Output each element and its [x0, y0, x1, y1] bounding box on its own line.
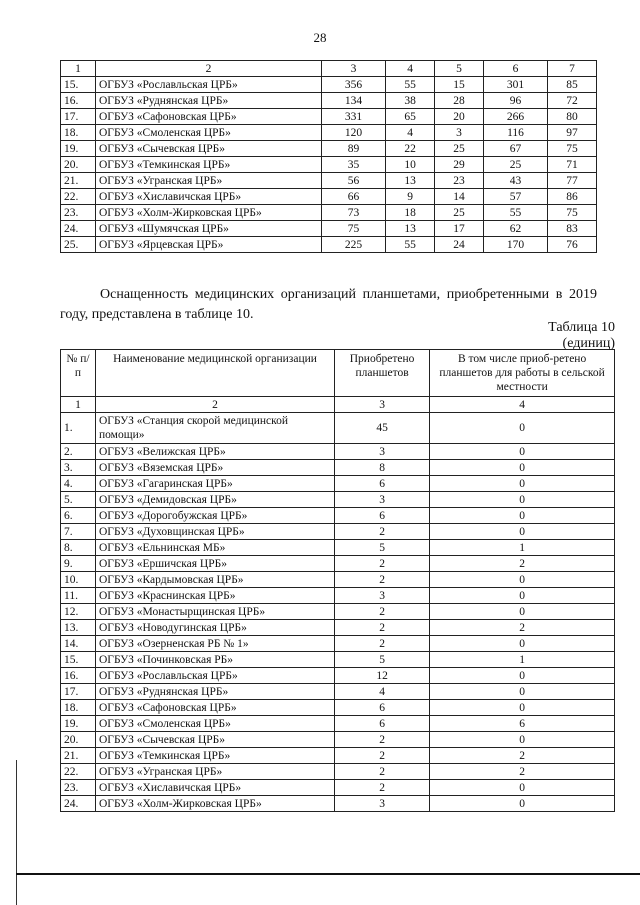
organization-name: ОГБУЗ «Сафоновская ЦРБ»	[96, 109, 322, 125]
tablets-purchased: 45	[335, 413, 430, 444]
table-row	[61, 684, 615, 700]
table-header-row	[61, 350, 615, 397]
organization-name: ОГБУЗ «Темкинская ЦРБ»	[96, 748, 335, 764]
tablets-purchased: 3	[335, 444, 430, 460]
table-row	[61, 620, 615, 636]
table-cell: 9	[386, 189, 435, 205]
scan-margin-line	[16, 760, 17, 905]
table-cell: 86	[548, 189, 597, 205]
organization-name: ОГБУЗ «Гагаринская ЦРБ»	[96, 476, 335, 492]
table-cell: 67	[483, 141, 547, 157]
table-cell: 25	[483, 157, 547, 173]
table-cell: 57	[483, 189, 547, 205]
table-row	[61, 109, 597, 125]
table-row	[61, 189, 597, 205]
table-cell: 23	[435, 173, 484, 189]
table-units: (единиц)	[562, 336, 615, 351]
organization-name: ОГБУЗ «Хиславичская ЦРБ»	[96, 780, 335, 796]
column-number: 4	[386, 61, 435, 77]
table-cell: 18	[386, 205, 435, 221]
tablets-purchased: 2	[335, 556, 430, 572]
table-row	[61, 93, 597, 109]
tablets-purchased: 6	[335, 716, 430, 732]
table-row	[61, 716, 615, 732]
table-cell: 28	[435, 93, 484, 109]
tablets-rural: 0	[430, 684, 615, 700]
organization-name: ОГБУЗ «Рославльская ЦРБ»	[96, 668, 335, 684]
row-number: 1.	[61, 413, 96, 444]
table-cell: 62	[483, 221, 547, 237]
row-number: 12.	[61, 604, 96, 620]
table-cell: 85	[548, 77, 597, 93]
organization-name: ОГБУЗ «Сычевская ЦРБ»	[96, 141, 322, 157]
table-cell: 15	[435, 77, 484, 93]
table-cell: 266	[483, 109, 547, 125]
table-row	[61, 556, 615, 572]
table-row	[61, 700, 615, 716]
row-number: 13.	[61, 620, 96, 636]
organization-name: ОГБУЗ «Холм-Жирковская ЦРБ»	[96, 796, 335, 812]
table-cell: 331	[322, 109, 386, 125]
table-cell: 13	[386, 173, 435, 189]
organization-name: ОГБУЗ «Кардымовская ЦРБ»	[96, 572, 335, 588]
table-cell: 89	[322, 141, 386, 157]
table-row	[61, 444, 615, 460]
tablets-purchased: 5	[335, 540, 430, 556]
row-number: 21.	[61, 748, 96, 764]
row-number: 24.	[61, 221, 96, 237]
column-header: Наименование медицинской организации	[96, 350, 335, 397]
table-row	[61, 588, 615, 604]
table-caption: Таблица 10	[548, 320, 615, 335]
column-number-row	[61, 397, 615, 413]
row-number: 15.	[61, 652, 96, 668]
table-cell: 22	[386, 141, 435, 157]
column-number: 1	[61, 61, 96, 77]
tablets-purchased: 8	[335, 460, 430, 476]
table-cell: 71	[548, 157, 597, 173]
table-cell: 25	[435, 205, 484, 221]
table-cell: 10	[386, 157, 435, 173]
table-row	[61, 652, 615, 668]
table-cell: 75	[548, 205, 597, 221]
column-number: 3	[335, 397, 430, 413]
row-number: 19.	[61, 716, 96, 732]
organization-name: ОГБУЗ «Вяземская ЦРБ»	[96, 460, 335, 476]
tablets-rural: 0	[430, 572, 615, 588]
tablets-purchased: 3	[335, 796, 430, 812]
row-number: 23.	[61, 780, 96, 796]
organization-name: ОГБУЗ «Угранская ЦРБ»	[96, 173, 322, 189]
row-number: 7.	[61, 524, 96, 540]
table-row	[61, 540, 615, 556]
table-header-row	[61, 61, 597, 77]
table-cell: 66	[322, 189, 386, 205]
table-caption-block	[60, 320, 615, 352]
table-row	[61, 125, 597, 141]
organization-name: ОГБУЗ «Ершичская ЦРБ»	[96, 556, 335, 572]
row-number: 9.	[61, 556, 96, 572]
table-cell: 356	[322, 77, 386, 93]
table-cell: 76	[548, 237, 597, 253]
tablets-rural: 0	[430, 444, 615, 460]
table-cell: 75	[322, 221, 386, 237]
table-cell: 25	[435, 141, 484, 157]
table-row	[61, 604, 615, 620]
table-cell: 43	[483, 173, 547, 189]
row-number: 4.	[61, 476, 96, 492]
table-cell: 134	[322, 93, 386, 109]
table-row	[61, 732, 615, 748]
table-cell: 65	[386, 109, 435, 125]
row-number: 2.	[61, 444, 96, 460]
organization-name: ОГБУЗ «Холм-Жирковская ЦРБ»	[96, 205, 322, 221]
row-number: 14.	[61, 636, 96, 652]
table-cell: 96	[483, 93, 547, 109]
table-cell: 4	[386, 125, 435, 141]
organization-name: ОГБУЗ «Шумячская ЦРБ»	[96, 221, 322, 237]
tablets-rural: 0	[430, 524, 615, 540]
organization-name: ОГБУЗ «Смоленская ЦРБ»	[96, 716, 335, 732]
table-row	[61, 173, 597, 189]
row-number: 16.	[61, 93, 96, 109]
tablets-rural: 0	[430, 732, 615, 748]
tablets-rural: 0	[430, 796, 615, 812]
table-row	[61, 508, 615, 524]
organization-name: ОГБУЗ «Демидовская ЦРБ»	[96, 492, 335, 508]
table-row	[61, 205, 597, 221]
tablets-purchased: 2	[335, 572, 430, 588]
organization-name: ОГБУЗ «Хиславичская ЦРБ»	[96, 189, 322, 205]
row-number: 16.	[61, 668, 96, 684]
table-cell: 75	[548, 141, 597, 157]
tablets-purchased: 5	[335, 652, 430, 668]
row-number: 5.	[61, 492, 96, 508]
tablets-rural: 0	[430, 780, 615, 796]
row-number: 22.	[61, 764, 96, 780]
tablets-purchased: 6	[335, 476, 430, 492]
table-row	[61, 668, 615, 684]
column-number: 4	[430, 397, 615, 413]
row-number: 3.	[61, 460, 96, 476]
table-row	[61, 796, 615, 812]
organization-name: ОГБУЗ «Сафоновская ЦРБ»	[96, 700, 335, 716]
table-row	[61, 476, 615, 492]
scan-bottom-line	[16, 873, 640, 875]
row-number: 24.	[61, 796, 96, 812]
row-number: 21.	[61, 173, 96, 189]
tablets-rural: 0	[430, 668, 615, 684]
row-number: 17.	[61, 109, 96, 125]
organization-name: ОГБУЗ «Починковская РБ»	[96, 652, 335, 668]
tablets-rural: 6	[430, 716, 615, 732]
table-cell: 97	[548, 125, 597, 141]
table-continued	[60, 60, 597, 253]
tablets-purchased: 2	[335, 604, 430, 620]
table-cell: 120	[322, 125, 386, 141]
tablets-rural: 2	[430, 764, 615, 780]
table-row	[61, 221, 597, 237]
organization-name: ОГБУЗ «Монастырщинская ЦРБ»	[96, 604, 335, 620]
tablets-purchased: 2	[335, 636, 430, 652]
column-number: 1	[61, 397, 96, 413]
tablets-purchased: 3	[335, 588, 430, 604]
organization-name: ОГБУЗ «Велижская ЦРБ»	[96, 444, 335, 460]
column-number: 2	[96, 397, 335, 413]
tablets-rural: 2	[430, 748, 615, 764]
table-cell: 73	[322, 205, 386, 221]
intro-paragraph: Оснащенность медицинских организаций планшетами, приобретенными в 2019 году, представлена в таблице 10.	[60, 287, 597, 322]
table-row	[61, 237, 597, 253]
organization-name: ОГБУЗ «Духовщинская ЦРБ»	[96, 524, 335, 540]
table-row	[61, 764, 615, 780]
table-cell: 29	[435, 157, 484, 173]
table-cell: 80	[548, 109, 597, 125]
table-cell: 20	[435, 109, 484, 125]
table-cell: 72	[548, 93, 597, 109]
row-number: 22.	[61, 189, 96, 205]
tablets-purchased: 4	[335, 684, 430, 700]
column-header: В том числе приоб-ретено планшетов для работы в сельской местности	[430, 350, 615, 397]
organization-name: ОГБУЗ «Руднянская ЦРБ»	[96, 93, 322, 109]
row-number: 17.	[61, 684, 96, 700]
row-number: 10.	[61, 572, 96, 588]
row-number: 20.	[61, 732, 96, 748]
tablets-purchased: 3	[335, 492, 430, 508]
row-number: 19.	[61, 141, 96, 157]
table-row	[61, 157, 597, 173]
column-number: 3	[322, 61, 386, 77]
organization-name: ОГБУЗ «Ельнинская МБ»	[96, 540, 335, 556]
row-number: 6.	[61, 508, 96, 524]
row-number: 15.	[61, 77, 96, 93]
organization-name: ОГБУЗ «Ярцевская ЦРБ»	[96, 237, 322, 253]
table-cell: 38	[386, 93, 435, 109]
row-number: 18.	[61, 125, 96, 141]
tablets-rural: 2	[430, 620, 615, 636]
table-row	[61, 141, 597, 157]
organization-name: ОГБУЗ «Сычевская ЦРБ»	[96, 732, 335, 748]
organization-name: ОГБУЗ «Новодугинская ЦРБ»	[96, 620, 335, 636]
table-row	[61, 460, 615, 476]
column-header: Приобретено планшетов	[335, 350, 430, 397]
tablets-rural: 1	[430, 540, 615, 556]
tablets-rural: 0	[430, 413, 615, 444]
table-cell: 14	[435, 189, 484, 205]
table-10	[60, 349, 615, 812]
organization-name: ОГБУЗ «Дорогобужская ЦРБ»	[96, 508, 335, 524]
table-cell: 225	[322, 237, 386, 253]
column-header: № п/п	[61, 350, 96, 397]
tablets-rural: 2	[430, 556, 615, 572]
table-cell: 56	[322, 173, 386, 189]
table-row	[61, 572, 615, 588]
table-row	[61, 748, 615, 764]
row-number: 11.	[61, 588, 96, 604]
tablets-rural: 0	[430, 636, 615, 652]
table-cell: 116	[483, 125, 547, 141]
row-number: 25.	[61, 237, 96, 253]
row-number: 8.	[61, 540, 96, 556]
table-cell: 55	[483, 205, 547, 221]
table-cell: 13	[386, 221, 435, 237]
tablets-purchased: 12	[335, 668, 430, 684]
tablets-rural: 0	[430, 700, 615, 716]
organization-name: ОГБУЗ «Смоленская ЦРБ»	[96, 125, 322, 141]
row-number: 18.	[61, 700, 96, 716]
organization-name: ОГБУЗ «Руднянская ЦРБ»	[96, 684, 335, 700]
organization-name: ОГБУЗ «Станция скорой медицинской помощи»	[96, 413, 335, 444]
tablets-purchased: 2	[335, 748, 430, 764]
tablets-purchased: 2	[335, 764, 430, 780]
tablets-purchased: 2	[335, 620, 430, 636]
organization-name: ОГБУЗ «Краснинская ЦРБ»	[96, 588, 335, 604]
column-number: 2	[96, 61, 322, 77]
tablets-rural: 1	[430, 652, 615, 668]
row-number: 23.	[61, 205, 96, 221]
table-cell: 77	[548, 173, 597, 189]
tablets-purchased: 2	[335, 524, 430, 540]
column-number: 6	[483, 61, 547, 77]
tablets-rural: 0	[430, 476, 615, 492]
table-row	[61, 77, 597, 93]
table-cell: 24	[435, 237, 484, 253]
table-row	[61, 780, 615, 796]
tablets-rural: 0	[430, 508, 615, 524]
table-cell: 55	[386, 237, 435, 253]
tablets-purchased: 2	[335, 732, 430, 748]
table-cell: 83	[548, 221, 597, 237]
row-number: 20.	[61, 157, 96, 173]
tablets-purchased: 2	[335, 780, 430, 796]
organization-name: ОГБУЗ «Рославльская ЦРБ»	[96, 77, 322, 93]
tablets-rural: 0	[430, 460, 615, 476]
column-number: 5	[435, 61, 484, 77]
table-cell: 35	[322, 157, 386, 173]
organization-name: ОГБУЗ «Озерненская РБ № 1»	[96, 636, 335, 652]
tablets-purchased: 6	[335, 700, 430, 716]
tablets-rural: 0	[430, 492, 615, 508]
table-cell: 17	[435, 221, 484, 237]
table-row	[61, 636, 615, 652]
tablets-rural: 0	[430, 588, 615, 604]
organization-name: ОГБУЗ «Темкинская ЦРБ»	[96, 157, 322, 173]
organization-name: ОГБУЗ «Угранская ЦРБ»	[96, 764, 335, 780]
table-cell: 55	[386, 77, 435, 93]
table-cell: 301	[483, 77, 547, 93]
table-row	[61, 492, 615, 508]
tablets-purchased: 6	[335, 508, 430, 524]
table-cell: 170	[483, 237, 547, 253]
table-row	[61, 524, 615, 540]
page-number: 28	[313, 30, 327, 45]
table-row	[61, 413, 615, 444]
column-number: 7	[548, 61, 597, 77]
table-cell: 3	[435, 125, 484, 141]
tablets-rural: 0	[430, 604, 615, 620]
